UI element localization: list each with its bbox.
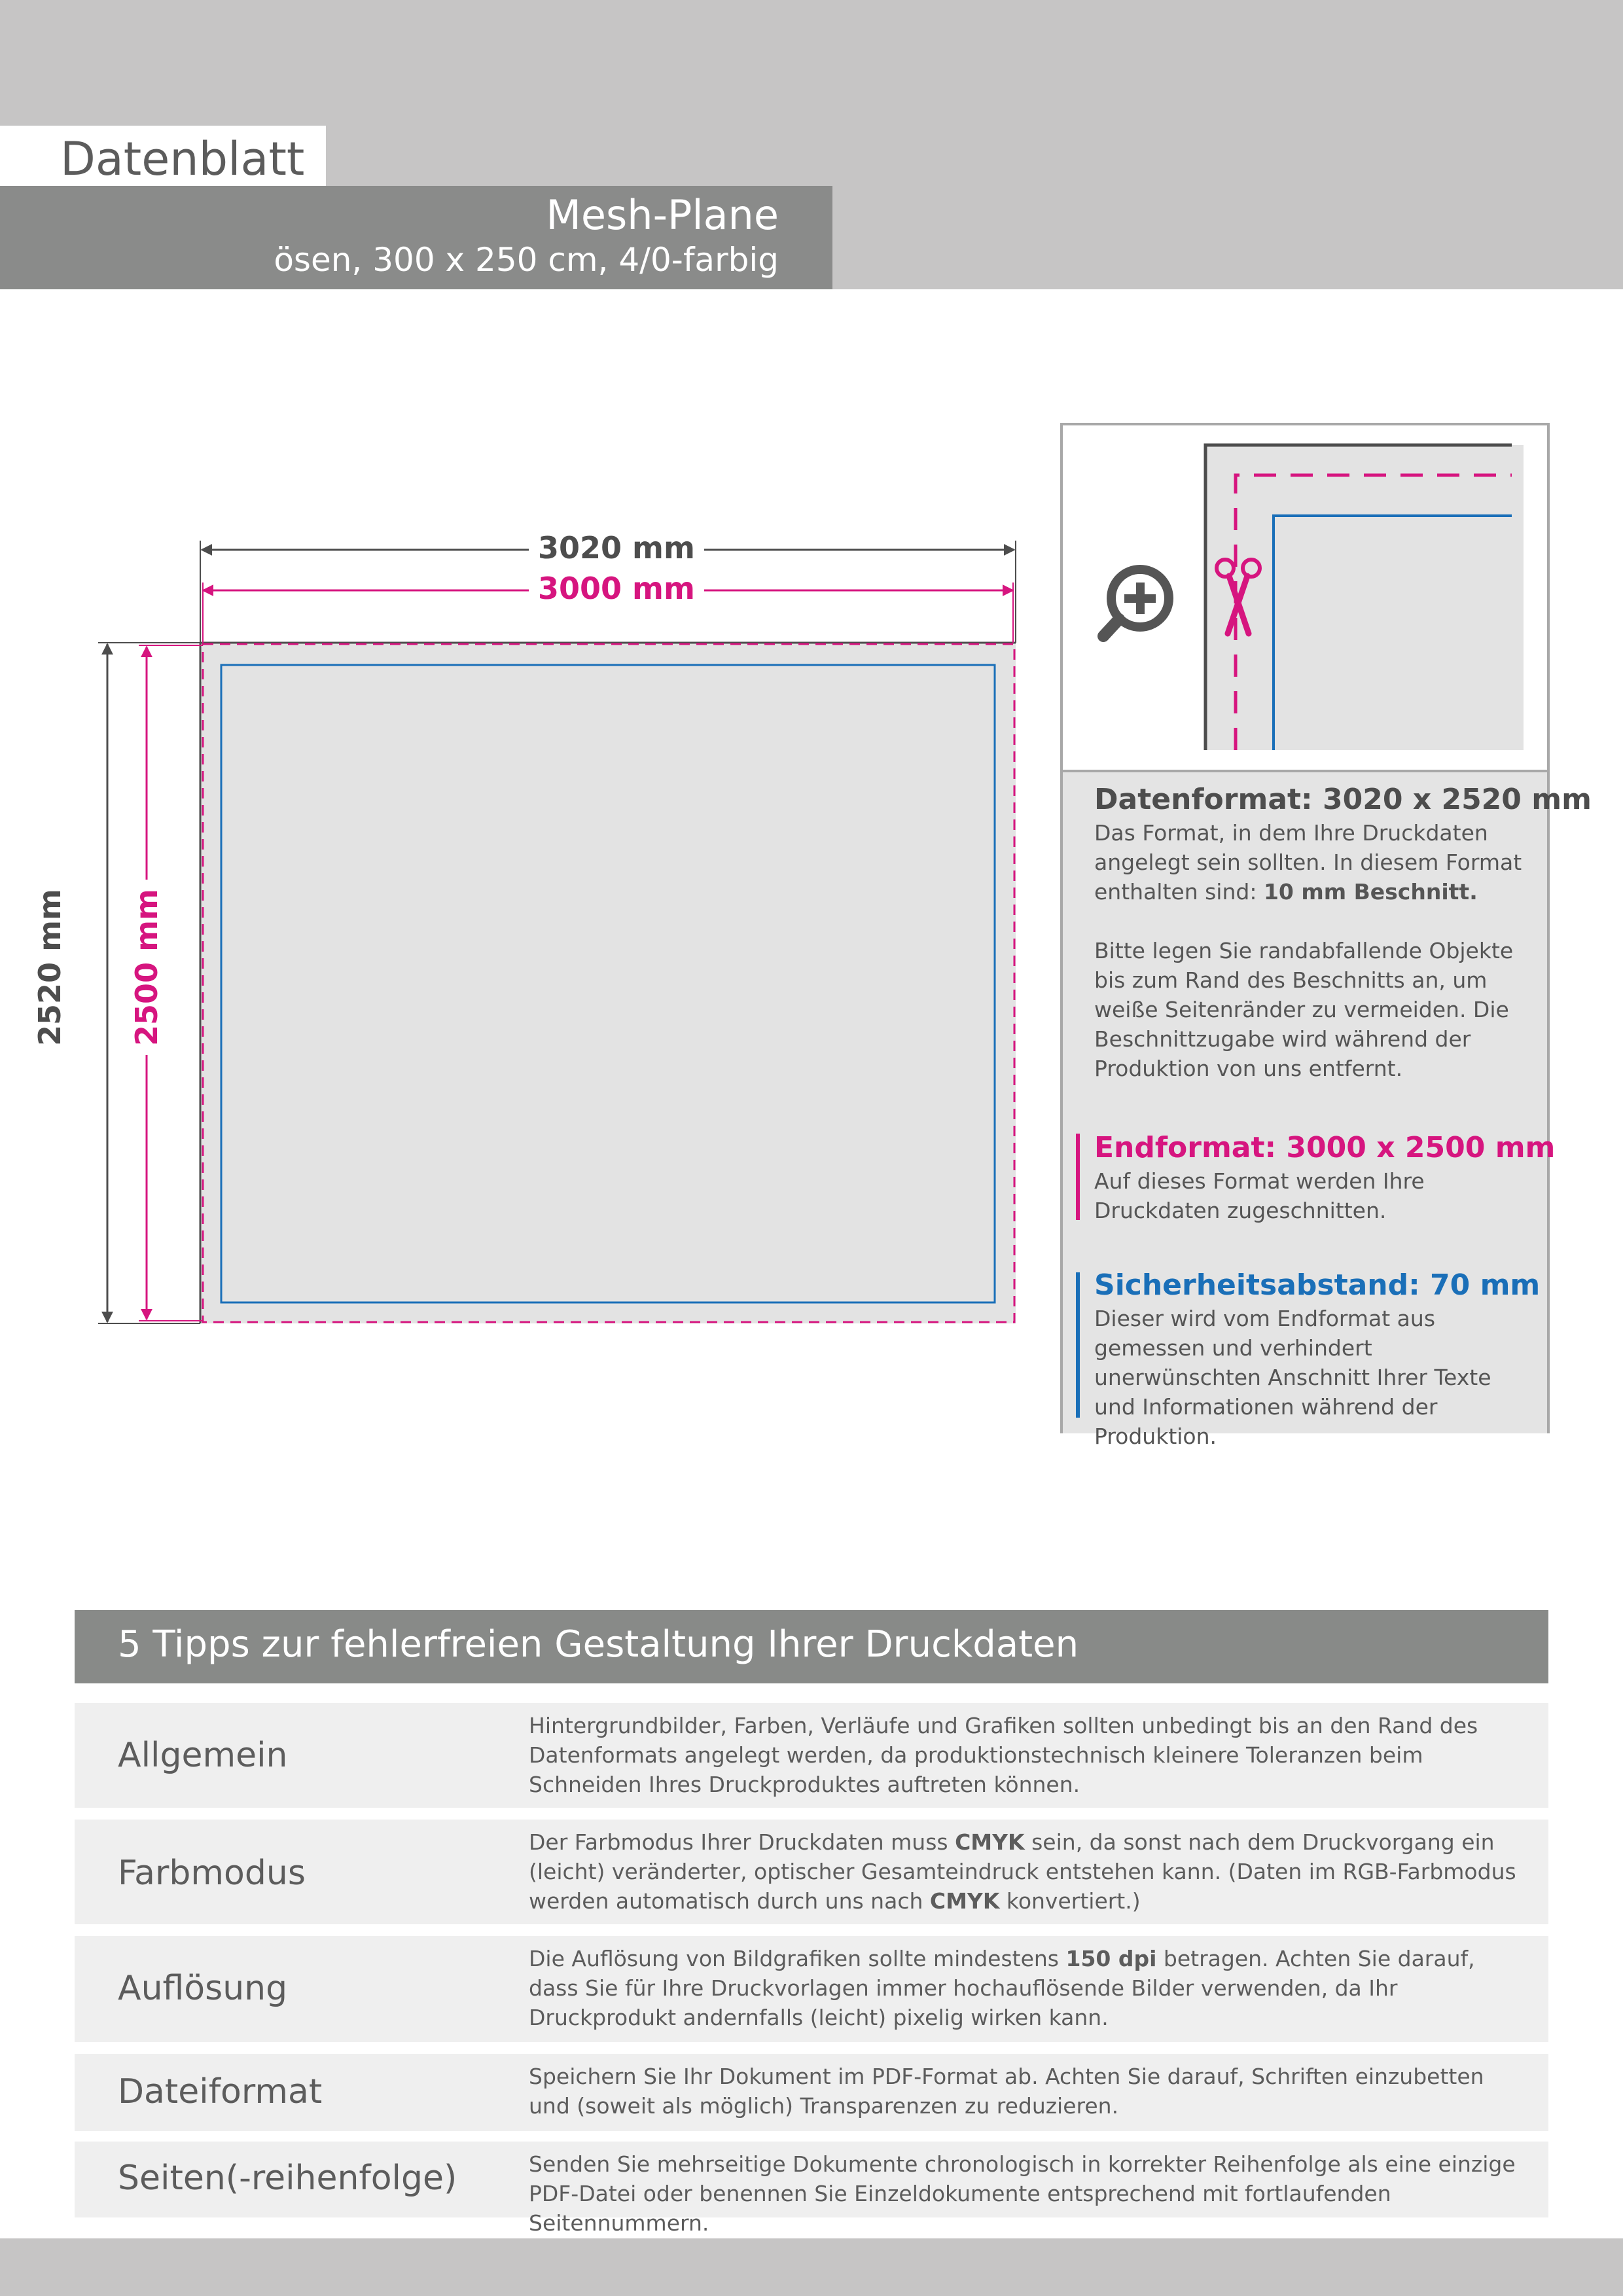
tip-row-allgemein [75, 1703, 1548, 1808]
endformat-section [1094, 1130, 1556, 1225]
tip-row-aufloesung [75, 1936, 1548, 2042]
format-diagram [0, 0, 1060, 1374]
datenformat-title: Datenformat: 3020 x 2520 mm [1094, 783, 1592, 816]
tip-row-farbmodus [75, 1820, 1548, 1924]
product-subtitle: ösen, 300 x 250 cm, 4/0-farbig [274, 241, 779, 279]
tip-text: Speichern Sie Ihr Dokument im PDF-Format ab. Achten Sie darauf, Schriften einzubetten und (soweit als möglich) Transparenzen zu reduzieren. [529, 2064, 1484, 2119]
height-final-label: 2500 mm [129, 880, 164, 1055]
endformat-title: Endformat: 3000 x 2500 mm [1094, 1131, 1556, 1164]
corner-detail-illustration [1063, 425, 1547, 767]
tip-label: Allgemein [118, 1736, 288, 1775]
data-format-area [200, 643, 1016, 1323]
sicherheit-text: Dieser wird vom Endformat aus gemessen und verhindert unerwünschten Anschnitt Ihrer Texte und Informationen während der Produktion. [1094, 1306, 1491, 1449]
tip-row-dateiformat [75, 2054, 1548, 2131]
datenformat-hint: Bitte legen Sie randabfallende Objekte bis zum Rand des Beschnitts an, um weiße Seitenränder zu vermeiden. Die Beschnittzugabe wird während der Produktion von uns entfernt. [1094, 938, 1514, 1081]
tip-label: Seiten(-reihenfolge) [118, 2159, 457, 2198]
tip-text: Senden Sie mehrseitige Dokumente chronologisch in korrekter Reihenfolge als eine einzige PDF-Datei oder benennen Sie Einzeldokumente entsprechend mit fortlaufenden Seitennummern. [529, 2151, 1516, 2236]
corner-data-area [1205, 445, 1524, 750]
endformat-text: Auf dieses Format werden Ihre Druckdaten zugeschnitten. [1094, 1168, 1425, 1223]
tip-label: Auflösung [118, 1969, 288, 2008]
tips-heading: 5 Tipps zur fehlerfreien Gestaltung Ihrer Druckdaten [118, 1623, 1079, 1666]
tip-label: Dateiformat [118, 2072, 323, 2111]
datasheet-tag-label: Datenblatt [60, 132, 305, 186]
tips-heading-bar [75, 1610, 1548, 1683]
width-total-label: 3020 mm [529, 530, 704, 565]
tip-text: Der Farbmodus Ihrer Druckdaten muss CMYK sein, da sonst nach dem Druckvorgang ein (leicht) veränderter, optischer Gesamteindruck entstehen kann. (Daten im RGB-Farbmodus werden automatisch durch uns nach CMYK konvertiert.) [529, 1829, 1516, 1914]
tip-text: Die Auflösung von Bildgrafiken sollte mindestens 150 dpi betragen. Achten Sie darauf, dass Sie für Ihre Druckvorlagen immer hochauflösende Bilder verwenden, da Ihr Druckprodukt andernfalls (leicht) pixelig wirken kann. [529, 1946, 1475, 2030]
datenformat-section [1094, 781, 1592, 1083]
height-total-label: 2520 mm [32, 880, 67, 1055]
tip-label: Farbmodus [118, 1854, 306, 1893]
magnifier-plus-icon [1103, 569, 1169, 636]
format-legend-box [1060, 423, 1592, 1449]
datenformat-text: Das Format, in dem Ihre Druckdaten angelegt sein sollten. In diesem Format enthalten sind: 10 mm Beschnitt. [1094, 820, 1522, 905]
width-final-label: 3000 mm [529, 571, 704, 606]
sicherheit-section [1094, 1267, 1541, 1451]
legend-text-panel [1063, 770, 1592, 1449]
tip-row-seiten [75, 2142, 1548, 2236]
endformat-marker [1076, 1134, 1080, 1220]
tip-text: Hintergrundbilder, Farben, Verläufe und Grafiken sollten unbedingt bis an den Rand des Datenformats angelegt werden, da produktionstechnisch kleinere Toleranzen beim Schneiden Ihres Druckproduktes auftreten können. [529, 1713, 1478, 1797]
sicherheit-marker [1076, 1272, 1080, 1418]
sicherheit-title: Sicherheitsabstand: 70 mm [1094, 1268, 1541, 1302]
product-title: Mesh-Plane [546, 191, 779, 239]
footer-band [0, 2238, 1623, 2296]
